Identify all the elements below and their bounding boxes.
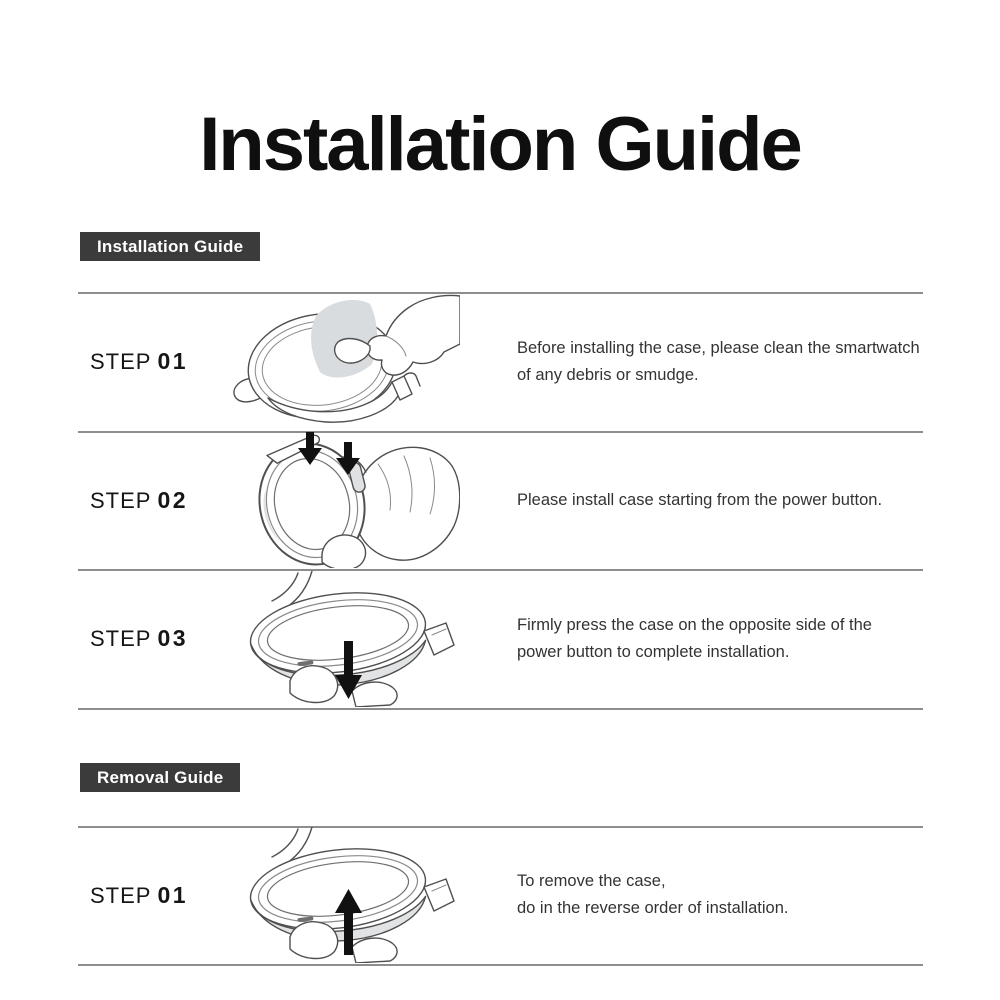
- step-description: To remove the case, do in the reverse order of installation.: [517, 872, 789, 917]
- step-row-install-3: [78, 569, 923, 708]
- hand-removing-case-illustration: [210, 826, 460, 964]
- step-word: STEP: [90, 626, 152, 651]
- step-row-removal-1: [78, 826, 923, 964]
- step-word: STEP: [90, 349, 152, 374]
- step-row-install-1: [78, 292, 923, 431]
- divider: [78, 964, 923, 966]
- step-label: [78, 348, 210, 375]
- divider: [78, 708, 923, 710]
- installation-guide-badge: Installation Guide: [80, 232, 260, 261]
- step-description: Please install case starting from the power button.: [517, 490, 883, 509]
- step-number: 02: [157, 486, 189, 513]
- step-number: 01: [157, 348, 189, 374]
- page-title: Installation Guide: [199, 101, 801, 187]
- step-word: STEP: [90, 487, 152, 513]
- step-description: Before installing the case, please clean the smartwatch of any debris or smudge.: [517, 338, 920, 384]
- step-number: 01: [157, 881, 189, 908]
- step-description: Firmly press the case on the opposite side of the power button to complete installation.: [517, 615, 872, 661]
- removal-guide-badge: Removal Guide: [80, 763, 240, 792]
- step-label: [78, 487, 210, 514]
- step-number: 03: [157, 625, 189, 651]
- hand-cleaning-smartwatch-illustration: [210, 292, 460, 431]
- step-label: [78, 625, 210, 652]
- hand-installing-case-illustration: [210, 431, 460, 569]
- step-word: STEP: [90, 882, 152, 908]
- step-row-install-2: [78, 431, 923, 569]
- step-label: [78, 882, 210, 909]
- hand-pressing-case-illustration: [210, 569, 460, 708]
